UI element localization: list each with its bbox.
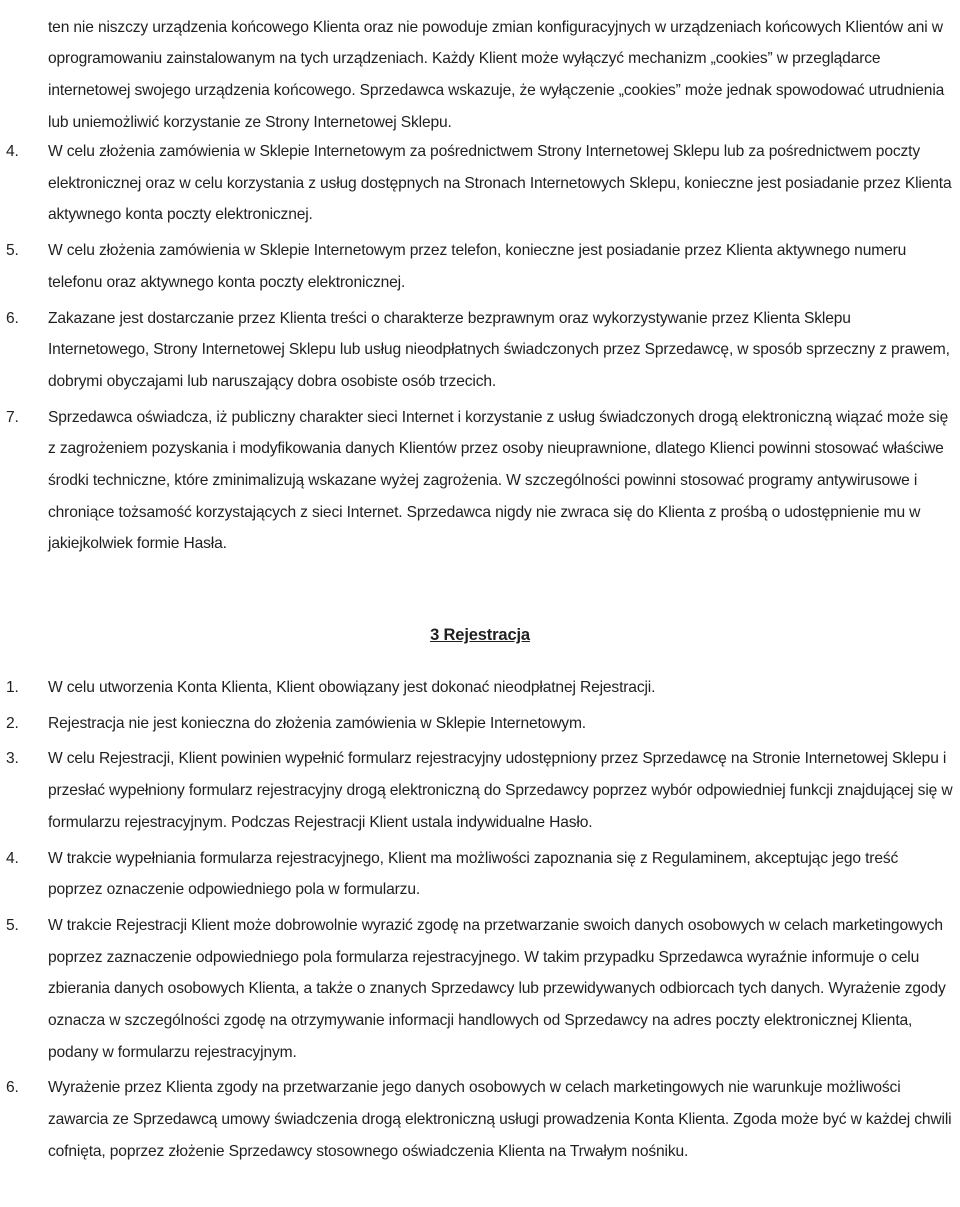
list-item — [0, 672, 960, 704]
item-number: 5. — [6, 242, 19, 260]
section-2-list — [0, 136, 960, 564]
item-number: 4. — [6, 849, 19, 867]
intro-paragraph: ten nie niszczy urządzenia końcowego Klienta oraz nie powoduje zmian konfiguracyjnych w urządzeniach końcowych Klientów ani w oprogramowaniu zainstalowanym na tych urządzeniach. Każdy Klient może wyłączyć mechanizm „cookies” w przeglądarce internetowej swojego urządzenia końcowego. Sprzedawca wskazuje, że wyłączenie „cookies” może jednak spowodować utrudnienia lub uniemożliwić korzystanie ze Strony Internetowej Sklepu. — [48, 18, 945, 131]
item-number: 1. — [6, 679, 19, 696]
section-heading — [0, 620, 960, 652]
list-item — [0, 303, 960, 398]
list-item — [0, 136, 960, 231]
item-text: W celu złożenia zamówienia w Sklepie Internetowym za pośrednictwem Strony Internetowej Sklepu lub za pośrednictwem poczty elektronicznej oraz w celu korzystania z usług dostępnych na Stronach Internetowych Sklepu, konieczne jest posiadanie przez Klienta aktywnego konta poczty elektronicznej. — [48, 143, 952, 224]
item-text: Zakazane jest dostarczanie przez Klienta treści o charakterze bezprawnym oraz wykorzystywanie przez Klienta Sklepu Internetowego, Strony Internetowej Sklepu lub usług nieodpłatnych świadczonych przez Sprzedawcę, w sposób sprzeczny z prawem, dobrymi obyczajami lub naruszający dobra osobiste osób trzecich. — [48, 309, 950, 390]
item-number: 6. — [6, 309, 19, 327]
section-3-list — [0, 672, 960, 1172]
list-item — [0, 1072, 960, 1167]
item-text: W celu Rejestracji, Klient powinien wypełnić formularz rejestracyjny udostępniony przez Sprzedawcę na Stronie Internetowej Sklepu i przesłać wypełniony formularz rejestracyjny drogą elektroniczną do Sprzedawcy poprzez wybór odpowiedniej funkcji znajdującej się w formularzu rejestracyjnym. Podczas Rejestracji Klient ustala indywidualne Hasło. — [48, 750, 953, 831]
item-text: Rejestracja nie jest konieczna do złożenia zamówienia w Sklepie Internetowym. — [48, 714, 586, 732]
item-text: Sprzedawca oświadcza, iż publiczny charakter sieci Internet i korzystanie z usług świadczonych drogą elektroniczną wiązać może się z zagrożeniem pozyskania i modyfikowania danych Klientów przez osoby nieuprawnione, dlatego Klienci powinni stosować właściwe środki techniczne, które zminimalizują wskazane wyżej zagrożenia. W szczególności powinni stosować programy antywirusowe i chroniące tożsamość korzystających z sieci Internet. Sprzedawca nigdy nie zwraca się do Klienta z prośbą o udostępnienie mu w jakiejkolwiek formie Hasła. — [48, 408, 949, 553]
item-number: 7. — [6, 408, 19, 426]
item-number: 6. — [6, 1079, 19, 1097]
list-item — [0, 708, 960, 740]
item-text: Wyrażenie przez Klienta zgody na przetwarzanie jego danych osobowych w celach marketingowych nie warunkuje możliwości zawarcia ze Sprzedawcą umowy świadczenia drogą elektroniczną usługi prowadzenia Konta Klienta. Zgoda może być w każdej chwili cofnięta, poprzez złożenie Sprzedawcy stosownego oświadczenia Klienta na Trwałym nośniku. — [48, 1079, 952, 1160]
item-number: 3. — [6, 750, 19, 768]
item-number: 4. — [6, 143, 19, 160]
list-item — [0, 910, 960, 1069]
list-item — [0, 843, 960, 906]
list-item — [0, 743, 960, 838]
item-text: W trakcie wypełniania formularza rejestracyjnego, Klient ma możliwości zapoznania się z Regulaminem, akceptując jego treść poprzez oznaczenie odpowiedniego pola w formularzu. — [48, 849, 899, 899]
item-text: W celu złożenia zamówienia w Sklepie Internetowym przez telefon, konieczne jest posiadanie przez Klienta aktywnego numeru telefonu oraz aktywnego konta poczty elektronicznej. — [48, 242, 907, 291]
item-number: 2. — [6, 714, 19, 732]
item-text: W celu utworzenia Konta Klienta, Klient obowiązany jest dokonać nieodpłatnej Rejestracji. — [48, 679, 656, 696]
list-item — [0, 235, 960, 298]
item-text: W trakcie Rejestracji Klient może dobrowolnie wyrazić zgodę na przetwarzanie swoich danych osobowych w celach marketingowych poprzez zaznaczenie odpowiedniego pola formularza rejestracyjnego. W takim przypadku Sprzedawca wyraźnie informuje o celu zbierania danych osobowych Klienta, a także o znanych Sprzedawcy lub przewidywanych odbiorcach tych danych. Wyrażenie zgody oznacza w szczególności zgodę na otrzymywanie informacji handlowych od Sprzedawcy na adres poczty elektronicznej Klienta, podany w formularzu rejestracyjnym. — [48, 916, 946, 1061]
item-number: 5. — [6, 916, 19, 934]
section-heading-text: 3 Rejestracja — [430, 626, 530, 644]
list-item — [0, 402, 960, 561]
